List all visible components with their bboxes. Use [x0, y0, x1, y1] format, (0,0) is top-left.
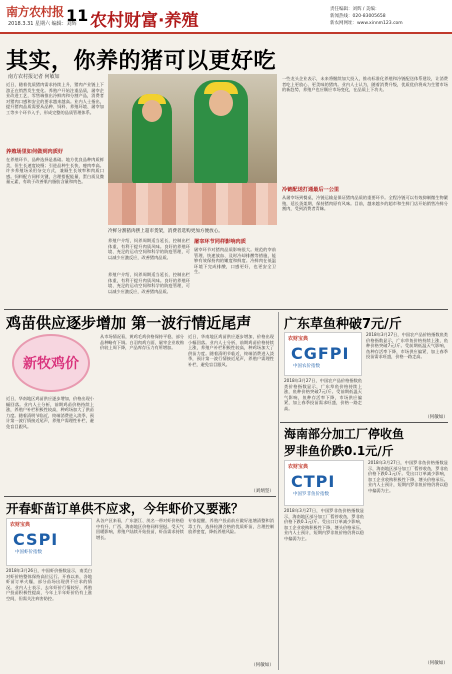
issue-date: 2018.3.31 星期六 编辑：刘辉: [8, 21, 77, 27]
tilapia-signature: （何敏如）: [425, 661, 448, 666]
fish-logo-top: 农财宝典: [288, 336, 309, 342]
fish-headline: 广东草鱼种破7元/斤: [284, 317, 402, 332]
shrimp-signature: （何敏如）: [251, 663, 274, 668]
lead-byline: 南方农村报记者 何敏如: [8, 74, 60, 80]
fish-signature: （何敏如）: [425, 415, 448, 420]
shrimp-headline: 开春虾苗订单供不应求，今年虾价又要涨？: [6, 501, 244, 516]
lead-photo: [108, 74, 277, 225]
shrimp-logo-big: CSPI: [13, 530, 59, 549]
lead-body-left: 近日，随着优质猪肉需求持续上升，猪肉产业链上下游正在悄然发生变化。养殖户开始注重品质，屠宰企业改进工艺，零售端推出冷鲜肉和分割产品，消费者对猪肉口感和安全的要求越来越高。业内人士指出，提升猪肉品质需要从品种、饲料、养殖环境、屠宰加工等多个环节入手，形成完整的品质管理体系。: [6, 82, 104, 115]
divider-lead: [4, 309, 448, 310]
tilapia-logo-big: CTPI: [291, 472, 336, 491]
tilapia-index-logo: [284, 460, 364, 506]
shrimp-body-3: 专家提醒，养殖户投苗前应做好池塘清整和消毒工作，选择检测合格的优质虾苗，合理控制放养密度，降低养殖风险。: [188, 518, 274, 535]
fish-logo-sub: 中国农价指数: [293, 364, 320, 369]
chicken-headline: 鸡苗供应逐步增加 第一波行情近尾声: [6, 314, 252, 332]
newspaper-logo: 南方农村报: [6, 5, 64, 19]
chicken-badge: [12, 334, 90, 392]
lead-body-center-3: 养殖户介绍，饲养周期适当延长、控制出栏体重，有利于提升肉质风味。良好的养殖环境、充足的运动空间和科学的防疫管理，可以减少应激反应，改善猪肉品质。: [108, 272, 190, 294]
photo-person-right: [194, 80, 248, 184]
column-divider: [278, 312, 279, 670]
lead-body-left-2: 在养殖环节，品种选择是基础。地方优良品种肉质鲜美，但生长速度较慢；引进品种生长快，瘦肉率高。许多养殖场采用杂交方式，兼顾生长效率和肉质口感。饲料配方同样关键，合理搭配能量、蛋白质及微量元素，有助于改善肌内脂肪含量和肉色。: [6, 157, 104, 185]
fish-body-2: 2018年3月27日，中国农产品价格指数鱼类价格指数显示，广东草鱼价格持续上涨，鱼种价格突破7元/斤。受前期低温天气影响，鱼种存活率下降，市场供应偏紧，加上春季投苗需求旺盛，价格一路走高。: [366, 332, 448, 360]
chicken-badge-label: 新牧鸡价: [23, 356, 79, 372]
lead-subhead-center: 屠宰环节同样影响肉质: [194, 239, 246, 245]
chicken-signature: （刘炳坚）: [251, 489, 274, 494]
lead-body-center-2: 屠宰环节对猪肉品质影响很大。规范的宰前管理、快速放血、及时冷却排酸等措施，能够有效保持肉的嫩度和鲜度。冷鲜肉在低温环境下完成排酸，口感更好，也更安全卫生。: [194, 247, 276, 275]
divider-chicken: [4, 496, 276, 497]
divider-fish: [280, 422, 448, 423]
page-number: 11: [66, 6, 89, 25]
lead-body-right: 一些龙头企业表示，未来将继续加大投入，推动标准化养殖和冷链配送体系建设，让消费者吃上更放心、更美味的猪肉。业内人士认为，随着消费升级，优质优价将成为生猪市场的新趋势，养殖户也应顺应市场变化，在品质上下功夫。: [282, 76, 448, 93]
photo-caption: 冷鲜分割猪肉摆上超市货架，消费者选购更加方便放心。: [108, 229, 223, 234]
lead-subhead-left: 养殖场里如何做到肉质好: [6, 149, 64, 155]
photo-person-left: [132, 94, 172, 184]
tilapia-headline-2: 罗非鱼价跌0.1元/斤: [284, 444, 394, 458]
fish-index-logo: [284, 332, 362, 376]
lead-headline: 其实，你养的猪可以更好吃: [6, 49, 277, 74]
header-contact-editor: 责任编辑：刘辉 / 美编：: [330, 7, 380, 12]
chicken-body-2: 从市场情况看，黄鸡毛鸡价格保持平稳，部分品种略有下调。白羽肉鸡方面，屠宰企业收购价较上周下降，产品库存压力有所增加。: [100, 334, 184, 351]
lead-subhead-right: 冷链配送打通最后一公里: [282, 187, 340, 193]
lead-body-center: 养殖户介绍，饲养周期适当延长、控制出栏体重，有利于提升肉质风味。良好的养殖环境、充足的运动空间和科学的防疫管理，可以减少应激反应，改善猪肉品质。: [108, 238, 190, 260]
header-contact: [330, 6, 448, 27]
shrimp-index-logo: [6, 518, 92, 566]
section-title: 农村财富·养殖: [90, 11, 199, 31]
masthead-bar: [0, 0, 452, 34]
tilapia-logo-top: 农财宝典: [288, 464, 309, 470]
lead-body-right-2: 从屠宰场到餐桌，冷链运输是保证猪肉品质的重要环节。全程冷链可以有效抑制微生物繁殖，延长货架期，保持猪肉原有风味。目前，越来越多的超市和生鲜门店开始销售冷鲜分割肉，受到消费者青睐。: [282, 195, 448, 212]
tilapia-logo-sub: 中国罗非鱼价指数: [293, 492, 329, 497]
chicken-body: 近日，华南地区鸡苗供应逐步增加，价格出现小幅回落。业内人士分析，前期鸡苗价格持续上涨，养殖户补栏积极性较高，种鸡场加大了供苗力度。随着清明节临近，终端消费进入淡季，预计第一波行情接近尾声，养殖户需理性补栏，避免盲目跟风。: [6, 396, 94, 429]
shrimp-body: 2018年3月26日，中国虾价指数显示，南美白对虾价格整体保持高位运行。开春以来，各地虾苗订单火爆，部分苗场出现供不应求的情况。业内人士表示，去年虾价行情较好，养殖户投苗积极性提高，今年上半年虾价仍有上涨空间，但需关注病害防控。: [6, 568, 92, 601]
shrimp-body-2: 从各产区来看，广东湛江、茂名一带对虾价格稳中有升，广西、海南地区价格同样坚挺。受天气回暖影响，养殖户陆续开始投苗，虾苗需求持续增长。: [96, 518, 184, 540]
tilapia-body-2: 2018年3月27日，中国罗非鱼价格指数显示，海南地区部分加工厂暂停收鱼，罗非鱼价格下跌0.1元/斤。受出口订单减少影响，加工企业收购积极性下降，塘头价格承压。业内人士预计，短期内罗非鱼价格仍将以稳中偏弱为主。: [368, 460, 448, 493]
fish-logo-big: CGFPI: [291, 344, 350, 363]
shrimp-logo-sub: 中国虾价指数: [15, 550, 42, 555]
tilapia-body: 2018年3月27日，中国罗非鱼价格指数显示，海南地区部分加工厂暂停收鱼，罗非鱼价格下跌0.1元/斤。受出口订单减少影响，加工企业收购积极性下降，塘头价格承压。业内人士预计，短期内罗非鱼价格仍将以稳中偏弱为主。: [284, 508, 364, 541]
shrimp-logo-top: 农财宝典: [10, 522, 31, 528]
fish-body: 2018年3月27日，中国农产品价格指数鱼类价格指数显示，广东草鱼价格持续上涨，鱼种价格突破7元/斤。受前期低温天气影响，鱼种存活率下降，市场供应偏紧，加上春季投苗需求旺盛，价格一路走高。: [284, 378, 362, 411]
tilapia-headline: 海南部分加工厂停收鱼: [284, 427, 405, 441]
header-contact-hotline: 新闻热线：020-83005658: [330, 14, 386, 19]
photo-meat-counter: [108, 183, 277, 225]
header-contact-website: 新农网网址：www.xinnm123.com: [330, 21, 403, 26]
chicken-body-3: 近日，华南地区鸡苗供应逐步增加，价格出现小幅回落。业内人士分析，前期鸡苗价格持续上涨，养殖户补栏积极性较高，种鸡场加大了供苗力度。随着清明节临近，终端消费进入淡季，预计第一波行情接近尾声，养殖户需理性补栏，避免盲目跟风。: [188, 334, 274, 367]
